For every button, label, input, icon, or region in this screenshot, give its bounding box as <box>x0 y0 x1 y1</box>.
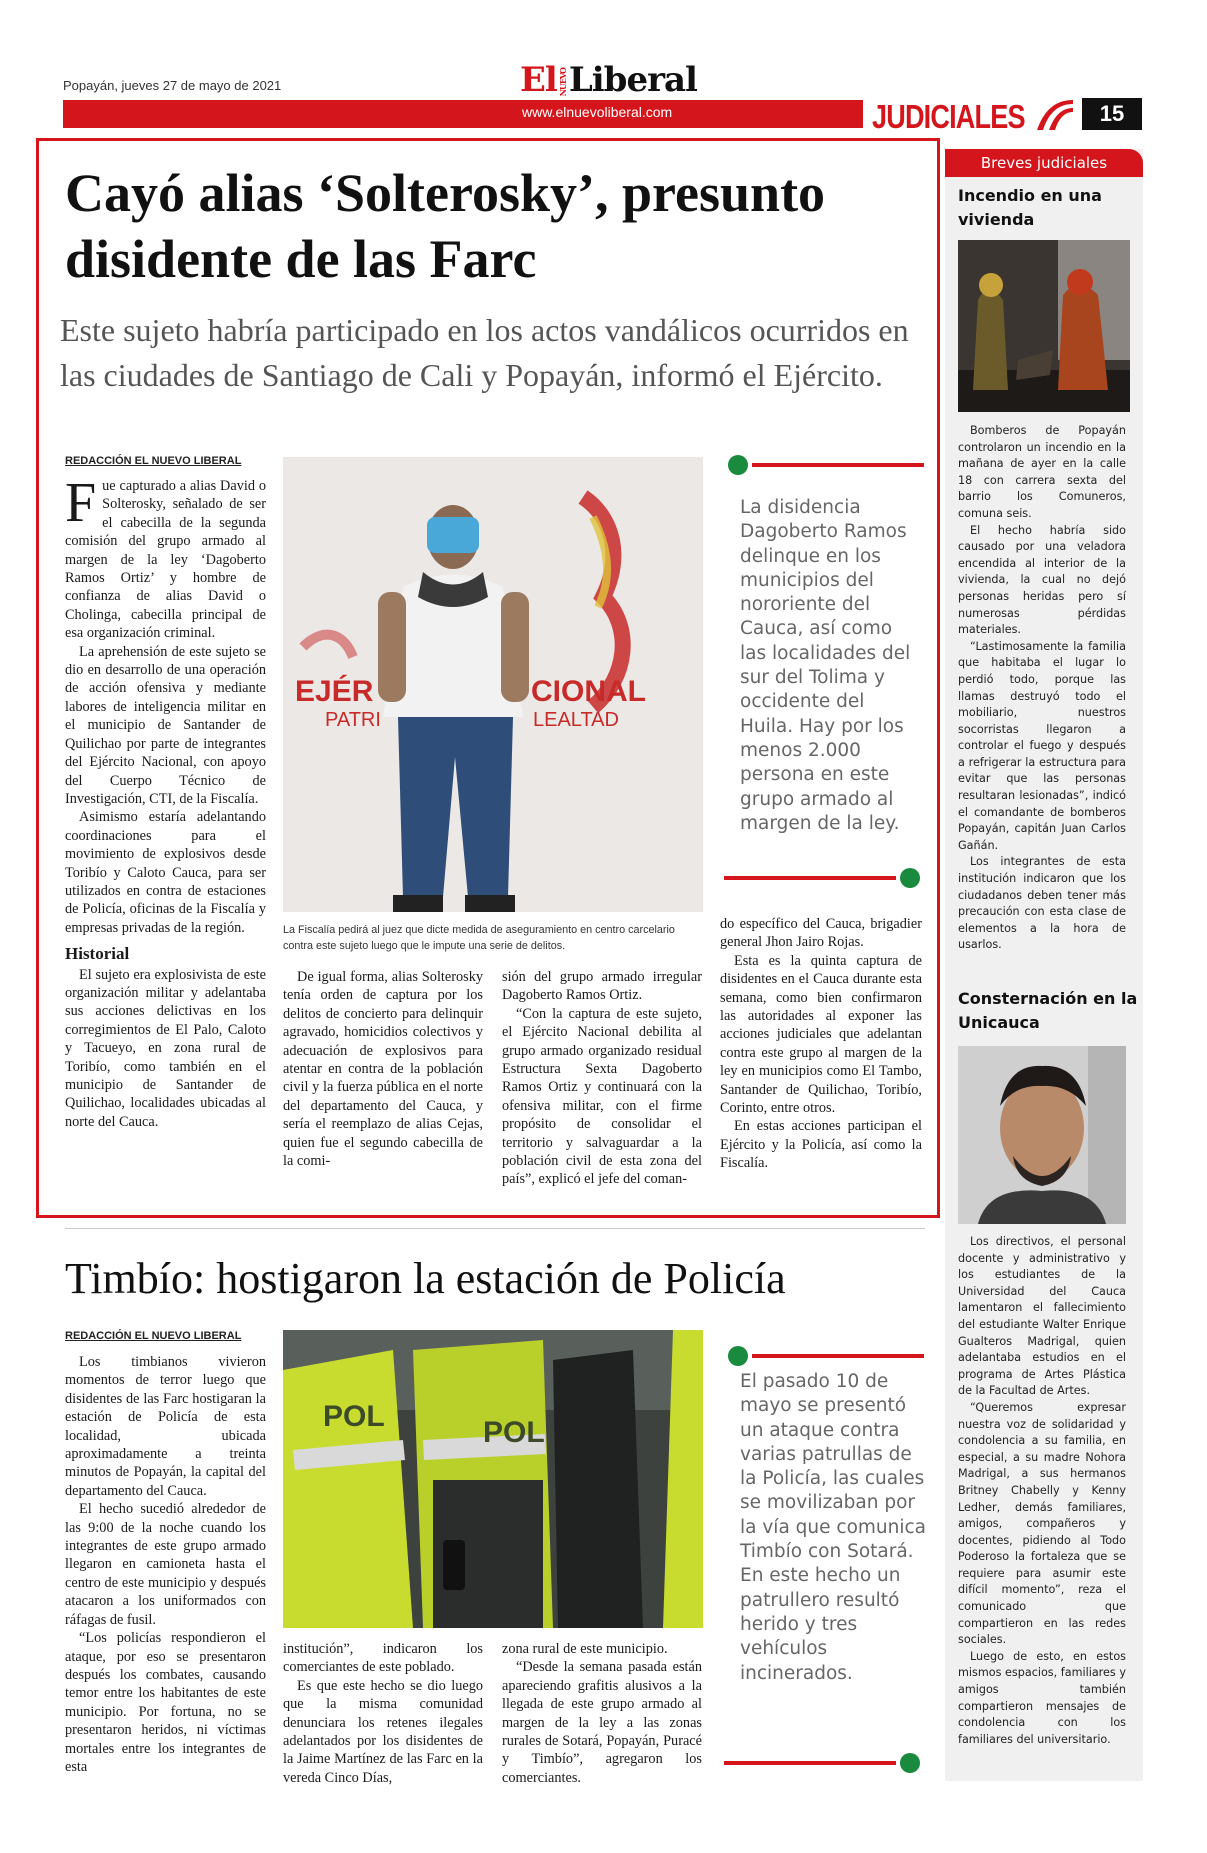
issue-date: Popayán, jueves 27 de mayo de 2021 <box>63 78 282 93</box>
story1-col4-p2: Esta es la quinta captura de disidentes en el Cauca durante esta semana, como bien confirmaron las autoridades al exponer las acciones judiciales que adelantan contra este grupo al margen de la ley en municipios como El Tambo, Santander de Quilichao, Toribío, Corinto, entre otros. <box>720 952 922 1117</box>
pullquote2-bottom-rule <box>724 1761 896 1765</box>
story1-col4 <box>720 915 922 1173</box>
story2-photo <box>283 1330 703 1628</box>
story1-col3 <box>502 968 702 1189</box>
newspaper-logo[interactable] <box>520 60 697 100</box>
firefighters-illustration <box>958 240 1130 412</box>
brief1-p1: Bomberos de Popayán controlaron un incendio en la mañana de ayer en la calle 18 con carrera sexta del barrio los Comuneros, comuna seis. <box>958 424 1126 520</box>
pullquote2-top-rule <box>752 1354 924 1358</box>
story2-col2-p2: Es que este hecho se dio luego que la misma comunidad denunciara los retenes ilegales adelantados por los disidentes de la Jaime Martínez de las Farc en la vereda Cinco Días, <box>283 1677 483 1786</box>
story1-col4-p1: do específico del Cauca, brigadier general Jhon Jairo Rojas. <box>720 916 922 951</box>
story2-col2-p1: institución”, indicaron los comerciantes de este poblado. <box>283 1641 483 1676</box>
story1-deck: Este sujeto habría participado en los actos vandálicos ocurridos en las ciudades de Santiago de Cali y Popayán, informó el Ejército. <box>60 312 909 393</box>
site-url[interactable]: www.elnuevoliberal.com <box>522 104 673 120</box>
pullquote1-bottom-dot-icon <box>900 868 920 888</box>
photo-banner-text-1: EJÉR <box>295 675 374 708</box>
brief2-photo <box>958 1046 1126 1224</box>
story1-caption: La Fiscalía pedirá al juez que dicte medida de aseguramiento en centro carcelario contra este sujeto luego que le impute una serie de delitos. <box>283 924 675 952</box>
story2-byline: REDACCIÓN EL NUEVO LIBERAL <box>65 1330 242 1342</box>
story2-col3 <box>502 1640 702 1787</box>
story1-col1-p2: La aprehensión de este sujeto se dio en desarrollo de una operación de acción ofensiva y mediante labores de inteligencia militar en el municipio de Santander de Quilichao por parte de integrantes del Ejército Nacional, con apoyo del Cuerpo Técnico de Investigación, CTI, de la Fiscalía. <box>65 643 266 807</box>
story1-headline: Cayó alias ‘Solterosky’, presunto disidente de las Farc <box>65 163 826 289</box>
briefs-tab: Breves judiciales <box>945 149 1143 177</box>
story1-col4-p3: En estas acciones participan el Ejército y la Policía, así como la Fiscalía. <box>720 1118 922 1172</box>
story2-col1-p1: Los timbianos vivieron momentos de terror luego que disidentes de las Farc hostigaran la estación de Policía de esta localidad, ubicada aproximadamente a treinta minutos de Popayán, la capital del departamento del Cauca. <box>65 1354 266 1499</box>
brief1-title: Incendio en una vivienda <box>958 186 1102 229</box>
logo-liberal: Liberal <box>568 60 697 100</box>
story2-col2 <box>283 1640 483 1787</box>
page-number: 15 <box>1082 98 1142 130</box>
story1-col3-p2: “Con la captura de este sujeto, el Ejército Nacional debilita al grupo armado organizado residual Estructura Sexta Dagoberto Ramos Ortiz y continuará con la ofensiva militar, con el firme propósito de consolidar el territorio y salvaguardar a la población civil de esta zona del país”, explicó el jefe del coman- <box>502 1005 702 1188</box>
photo-banner-text-2: CIONAL <box>531 675 646 708</box>
story2-col1-p3: “Los policías respondieron el ataque, por eso se presentaron después los combates, causando temor entre los habitantes de este municipio. Por fortuna, no se presentaron heridos, ni víctimas mortales entre los integrantes de esta <box>65 1630 266 1775</box>
brief1-p4: Los integrantes de esta institución indicaron que los ciudadanos deben tener más precaución con esta clase de elementos a la hora de usarlos. <box>958 855 1126 952</box>
logo-el: El <box>520 60 557 100</box>
section-swoosh-icon <box>1035 98 1075 130</box>
photo-banner-text-3: PATRI <box>325 709 381 731</box>
story2-pullquote: El pasado 10 de mayo se presentó un ataque contra varias patrullas de la Policía, las cuales se movilizaban por la vía que comunica Timbío con Sotará. En este hecho un patrullero resultó herido y tres vehículos incinerados. <box>740 1371 927 1684</box>
story1-col1-p3: Asimismo estaría adelantando coordinaciones para el movimiento de explosivos desde Toribío y Caloto Cauca, para ser utilizados en contra de estaciones de Policía, oficinas de la Fiscalía y empresas privadas de la región. <box>65 809 266 936</box>
story1-col2-p1: De igual forma, alias Solterosky tenía orden de captura por los delitos de concierto para delinquir agravado, homicidios colectivos y adecuación de explosivos para atentar en contra de la población civil y la fuerza pública en el norte del departamento del Cauca, y sería el reemplazo de alias Cejas, quien fue el segundo cabecilla de la comi- <box>283 969 483 1170</box>
pullquote2-top-dot-icon <box>728 1346 748 1366</box>
story2-col1-p2: El hecho sucedió alrededor de las 9:00 de la noche cuando los integrantes de este grupo armado llegaron en camioneta hasta el centro de este municipio y después atacaron a los uniformados con ráfagas de fusil. <box>65 1501 266 1628</box>
photo-banner-text-4: LEALTAD <box>533 709 619 731</box>
pullquote2-bottom-dot-icon <box>900 1753 920 1773</box>
story2-col3-p1: zona rural de este municipio. <box>502 1641 668 1657</box>
story1-subhead: Historial <box>65 944 130 964</box>
brief2-body <box>958 1234 1126 1748</box>
logo-nuevo: NUEVO <box>557 67 568 97</box>
brief2-p2: “Queremos expresar nuestra voz de solidaridad y condolencia a su familia, en especial, a su madre Nohora Madrigal, a sus hermanos Britney Chabelly y Kenny Ledher, demás familiares, amigos, compañeros y docentes, pidiendo al Todo Poderoso la fortaleza que se requiere para asumir este difícil momento”, reza el comunicado que compartieron en las redes sociales. <box>958 1400 1126 1647</box>
story1-pullquote: La disidencia Dagoberto Ramos delinque en los municipios del nororiente del Cauca, así como las localidades del sur del Tolima y occidente del Huila. Hay por los menos 2.000 persona en este grupo armado al margen de la ley. <box>740 497 911 834</box>
student-portrait-illustration <box>958 1046 1126 1224</box>
pullquote1-bottom-rule <box>724 876 896 880</box>
story1-col3-p1: sión del grupo armado irregular Dagoberto Ramos Ortiz. <box>502 969 702 1004</box>
police-officers-illustration <box>283 1330 703 1628</box>
brief1-body <box>958 423 1126 954</box>
brief2-p3: Luego de esto, en estos mismos espacios, familiares y amigos también compartieron mensajes de condolencia con los familiares del universitario. <box>958 1649 1126 1746</box>
brief2-p1: Los directivos, el personal docente y administrativo y los estudiantes de la Universidad del Cauca lamentaron el fallecimiento del estudiante Walter Enrique Gualteros Madrigal, quien adelantaba estudios en el programa de Artes Plástica de la Facultad de Artes. <box>958 1235 1126 1398</box>
pullquote1-top-rule <box>752 463 924 467</box>
story2-col3-p2: “Desde la semana pasada están apareciendo grafitis alusivos a la llegada de este grupo armado al margen de la ley a las zonas rurales de Sotará, Popayán, Puracé y Timbío”, agregaron los comerciantes. <box>502 1659 702 1786</box>
story2-col1 <box>65 1353 266 1776</box>
story1-byline: REDACCIÓN EL NUEVO LIBERAL <box>65 455 242 467</box>
story1-col1-p1: ue capturado a alias David o Solterosky, señalado de ser el cabecilla de la segunda comisión del grupo armado al margen de la ley ‘Dagoberto Ramos Ortiz’ y hombre de confianza de alias David o Cholinga, cabecilla principal de esa organización criminal. <box>65 478 266 642</box>
story1-col2 <box>283 968 483 1170</box>
vest-text-1: POL <box>323 1400 385 1433</box>
story1-col1 <box>65 472 266 1131</box>
section-name: JUDICIALES <box>872 98 1025 135</box>
dropcap: F <box>65 472 97 534</box>
story-divider <box>65 1228 925 1229</box>
story1-photo <box>283 457 703 912</box>
brief2-title: Consternación en la Unicauca <box>958 989 1138 1032</box>
header-bar <box>63 100 863 128</box>
brief1-photo <box>958 240 1130 412</box>
story1-col1-p4: El sujeto era explosivista de este organización militar y adelantaba sus acciones delictivas en los corregimientos de El Palo, Caloto y Tacueyo, en zona rural de Toribío, como también en el municipio de Santander de Quilichao, localidades ubicadas al norte del Cauca. <box>65 966 266 1130</box>
vest-text-2: POL <box>483 1416 545 1449</box>
story2-headline: Timbío: hostigaron la estación de Policía <box>65 1254 786 1303</box>
brief1-p3: “Lastimosamente la familia que habitaba el lugar lo perdió todo, porque las llamas destruyó todo el mobiliario, nuestros socorristas llegaron a controlar el fuego y después a refrigerar la estructura para evitar que las personas resultaran lesionadas”, indicó el comandante de bomberos Popayán, capitán Juan Carlos Gañán. <box>958 639 1126 852</box>
pullquote1-top-dot-icon <box>728 455 748 475</box>
brief1-p2: El hecho habría sido causado por una veladora encendida al interior de la vivienda, la cual no dejó personas heridas pero sí numerosas pérdidas materiales. <box>958 523 1126 637</box>
